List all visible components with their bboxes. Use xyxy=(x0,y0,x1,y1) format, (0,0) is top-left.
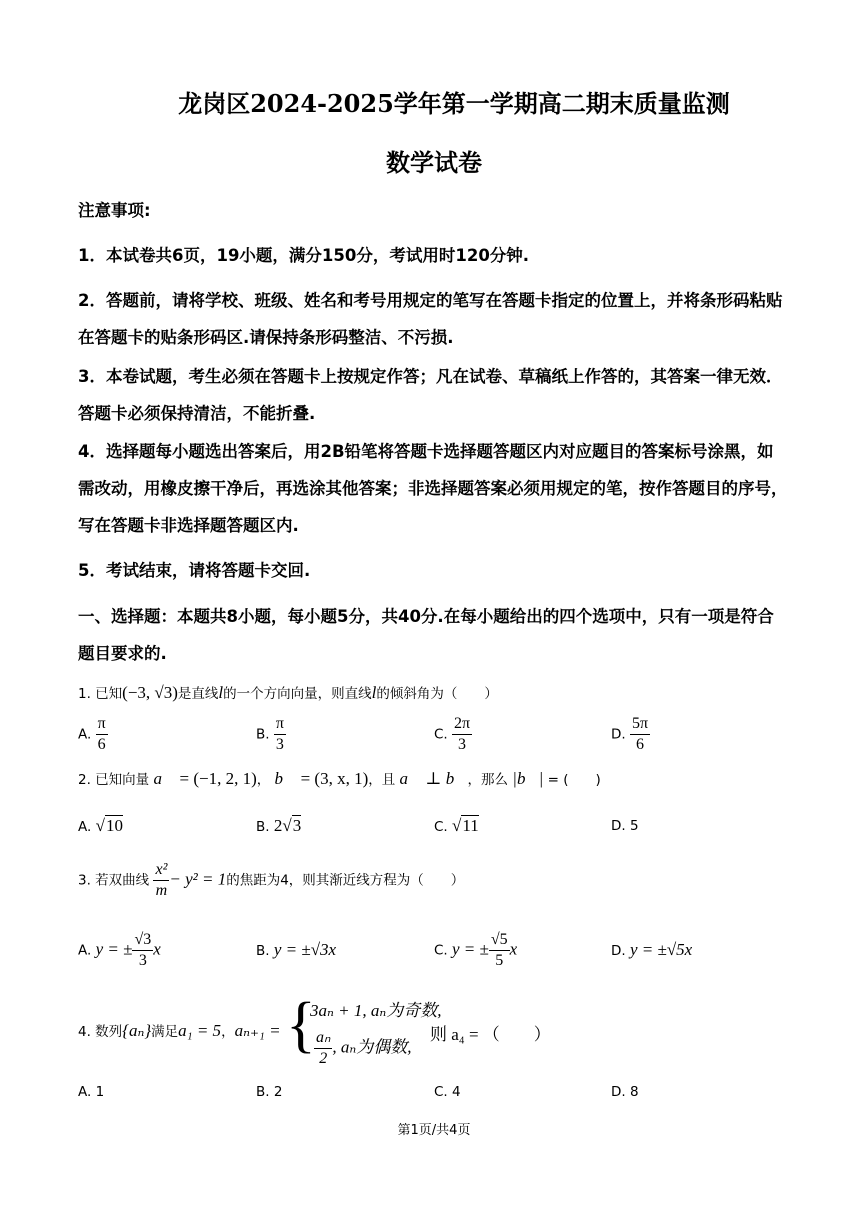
option-label: B. xyxy=(256,1084,270,1100)
q4-option-c[interactable] xyxy=(434,1084,461,1100)
page-footer: 第1页/共4页 xyxy=(397,1123,471,1138)
q2-prefix: 2. 已知向量 xyxy=(78,772,150,788)
fraction xyxy=(153,860,169,901)
q3-option-b[interactable] xyxy=(256,940,336,960)
perp-expr: a⃗ ⊥ b⃗ xyxy=(399,769,468,788)
question-1 xyxy=(78,682,498,703)
q2-suffix: = ( ) xyxy=(547,772,601,788)
frac-num: π xyxy=(274,714,286,735)
option-label: C. xyxy=(434,819,448,835)
frac-den: 5 xyxy=(495,952,504,969)
frac-num: √5 xyxy=(489,930,510,951)
abs-b: |b⃗| xyxy=(512,769,544,788)
question-4-intro: 4. 数列{aₙ}满足a₁ = 5，aₙ₊₁ = xyxy=(78,1021,281,1040)
question-3 xyxy=(78,860,464,901)
vector-a: a⃗ xyxy=(153,769,176,788)
q3-prefix: 3. 若双曲线 xyxy=(78,872,150,889)
q4-case-1 xyxy=(310,996,442,1021)
radical: 2√3 xyxy=(273,816,302,835)
q1-mid: 是直线 xyxy=(177,686,219,702)
expr: y = ±√5x xyxy=(629,940,693,959)
fraction xyxy=(132,930,153,971)
option-label: D. xyxy=(611,1084,626,1100)
fraction xyxy=(96,714,108,755)
expr-post: x xyxy=(509,939,518,959)
q1-mid2: 的一个方向向量，则直线 xyxy=(223,686,372,702)
frac-den: 2 xyxy=(319,1050,328,1067)
option-label: D. xyxy=(611,726,626,743)
expr-post: x xyxy=(153,939,161,959)
q4-suffix: 则 a₄ = （ ） xyxy=(430,1025,551,1044)
frac-den: 6 xyxy=(97,736,106,753)
fraction xyxy=(452,714,472,755)
frac-den: 6 xyxy=(636,736,645,753)
fraction xyxy=(314,1028,332,1069)
q1-option-a[interactable] xyxy=(78,714,108,755)
notice-heading: 注意事项: xyxy=(78,201,151,220)
notice-item-3: 3．本卷试题，考生必须在答题卡上按规定作答；凡在试卷、草稿纸上作答的，其答案一律无效．答题卡必须保持清洁，不能折叠. xyxy=(78,367,783,423)
radicand: 11 xyxy=(462,816,479,835)
frac-den: 3 xyxy=(458,736,467,753)
q4-seq: {aₙ} xyxy=(122,1021,152,1040)
radical: √11 xyxy=(452,816,479,835)
q2-option-d[interactable] xyxy=(611,818,639,834)
option-label: C. xyxy=(434,1084,448,1100)
radicand: 3 xyxy=(292,816,302,835)
q2-option-c[interactable] xyxy=(434,816,479,836)
q1-suffix: 的倾斜角为（ ） xyxy=(376,686,498,702)
q1-option-c[interactable] xyxy=(434,714,472,755)
q4-option-b[interactable] xyxy=(256,1084,282,1100)
q4-a1: a₁ = 5 xyxy=(178,1021,222,1040)
fraction xyxy=(630,714,650,755)
q4-prefix: 4. 数列 xyxy=(78,1024,123,1040)
q3-suffix: 的焦距为4，则其渐近线方程为（ ） xyxy=(226,872,465,889)
option-value: 1 xyxy=(95,1084,105,1100)
expr: y = ±√3x xyxy=(273,940,337,959)
q3-option-a[interactable] xyxy=(78,930,161,971)
q4-suffix-line xyxy=(430,1020,551,1045)
case-2-rest: , aₙ为偶数, xyxy=(332,1037,412,1057)
frac-num: π xyxy=(96,714,108,735)
radicand: 10 xyxy=(105,816,123,835)
option-label: A. xyxy=(78,726,92,743)
q2-a-def: = (−1, 2, 1) xyxy=(179,769,257,788)
q4-option-a[interactable] xyxy=(78,1084,104,1100)
option-label: A. xyxy=(78,942,92,959)
option-value: 4 xyxy=(452,1084,461,1100)
frac-num: √3 xyxy=(132,930,153,951)
option-label: A. xyxy=(78,1084,92,1100)
q1-prefix: 1. 已知 xyxy=(78,686,123,702)
frac-den: m xyxy=(155,882,168,899)
q2-b-def: = (3, x, 1) xyxy=(300,769,369,788)
radical: √10 xyxy=(95,816,123,835)
vector-b: b⃗ xyxy=(274,769,297,788)
q1-vector: (−3, √3) xyxy=(122,683,178,702)
frac-num: 5π xyxy=(630,714,650,735)
notice-item-2: 2．答题前，请将学校、班级、姓名和考号用规定的笔写在答题卡指定的位置上，并将条形码粘贴在答题卡的贴条形码区.请保持条形码整洁、不污损. xyxy=(78,291,783,347)
q3-eq-rest: − y² = 1 xyxy=(169,869,227,889)
coef: 2 xyxy=(273,816,283,835)
q2-cond-post: ，那么 xyxy=(467,772,508,788)
option-value: 8 xyxy=(629,1084,639,1100)
case-1-text: 3aₙ + 1, aₙ为奇数, xyxy=(310,1001,442,1020)
option-label: D. xyxy=(611,818,626,834)
option-label: B. xyxy=(256,819,270,835)
option-label: B. xyxy=(256,726,270,743)
q1-var: l xyxy=(218,683,224,702)
fraction xyxy=(274,714,286,755)
option-label: D. xyxy=(611,943,626,959)
q2-option-b[interactable] xyxy=(256,816,301,836)
option-label: C. xyxy=(434,726,448,743)
q1-var-2: l xyxy=(371,683,377,702)
section-heading: 一、选择题：本题共8小题，每小题5分，共40分.在每小题给出的四个选项中，只有一项是符合题目要求的. xyxy=(78,607,774,663)
q4-case-2 xyxy=(314,1028,412,1069)
exam-subtitle: 数学试卷 xyxy=(386,148,482,177)
q3-option-d[interactable] xyxy=(611,940,692,960)
option-label: A. xyxy=(78,819,92,835)
q1-option-d[interactable] xyxy=(611,714,650,755)
q4-option-d[interactable] xyxy=(611,1084,639,1100)
exam-title: 龙岗区2024-2025学年第一学期高二期末质量监测 xyxy=(178,89,730,118)
frac-den: 3 xyxy=(138,952,147,969)
option-label: B. xyxy=(256,943,270,959)
notice-item-5: 5．考试结束，请将答题卡交回. xyxy=(78,561,311,580)
q4-rec: aₙ₊₁ = xyxy=(234,1021,281,1040)
q4-cond: 满足 xyxy=(151,1024,179,1040)
q3-option-c[interactable] xyxy=(434,930,517,971)
notice-item-4: 4．选择题每小题选出答案后，用2B铅笔将答题卡选择题答题区内对应题目的答案标号涂黑，如需改动，用橡皮擦干净后，再选涂其他答案；非选择题答案必须用规定的笔，按作答题目的序号，写在答题卡非选择题答题区内. xyxy=(78,442,788,535)
frac-num: aₙ xyxy=(314,1028,332,1049)
frac-den: 3 xyxy=(275,736,284,753)
notice-item-1: 1．本试卷共6页，19小题，满分150分，考试用时120分钟. xyxy=(78,246,530,265)
expr-pre: y = ± xyxy=(452,939,489,959)
left-brace: { xyxy=(286,991,316,1059)
expr-pre: y = ± xyxy=(95,939,133,959)
frac-num: 2π xyxy=(452,714,472,735)
q2-option-a[interactable] xyxy=(78,816,123,836)
option-label: C. xyxy=(434,942,448,959)
q1-option-b[interactable] xyxy=(256,714,286,755)
question-2: 2. 已知向量 a⃗ = (−1, 2, 1)， b⃗ = (3, x, 1)，且 a⃗ ⊥ b⃗，那么 |b⃗| = ( ) xyxy=(78,769,601,788)
option-value: 5 xyxy=(629,818,639,834)
fraction xyxy=(489,930,510,971)
frac-num: x² xyxy=(153,860,169,881)
option-value: 2 xyxy=(273,1084,283,1100)
q2-cond-pre: ，且 xyxy=(368,772,396,788)
